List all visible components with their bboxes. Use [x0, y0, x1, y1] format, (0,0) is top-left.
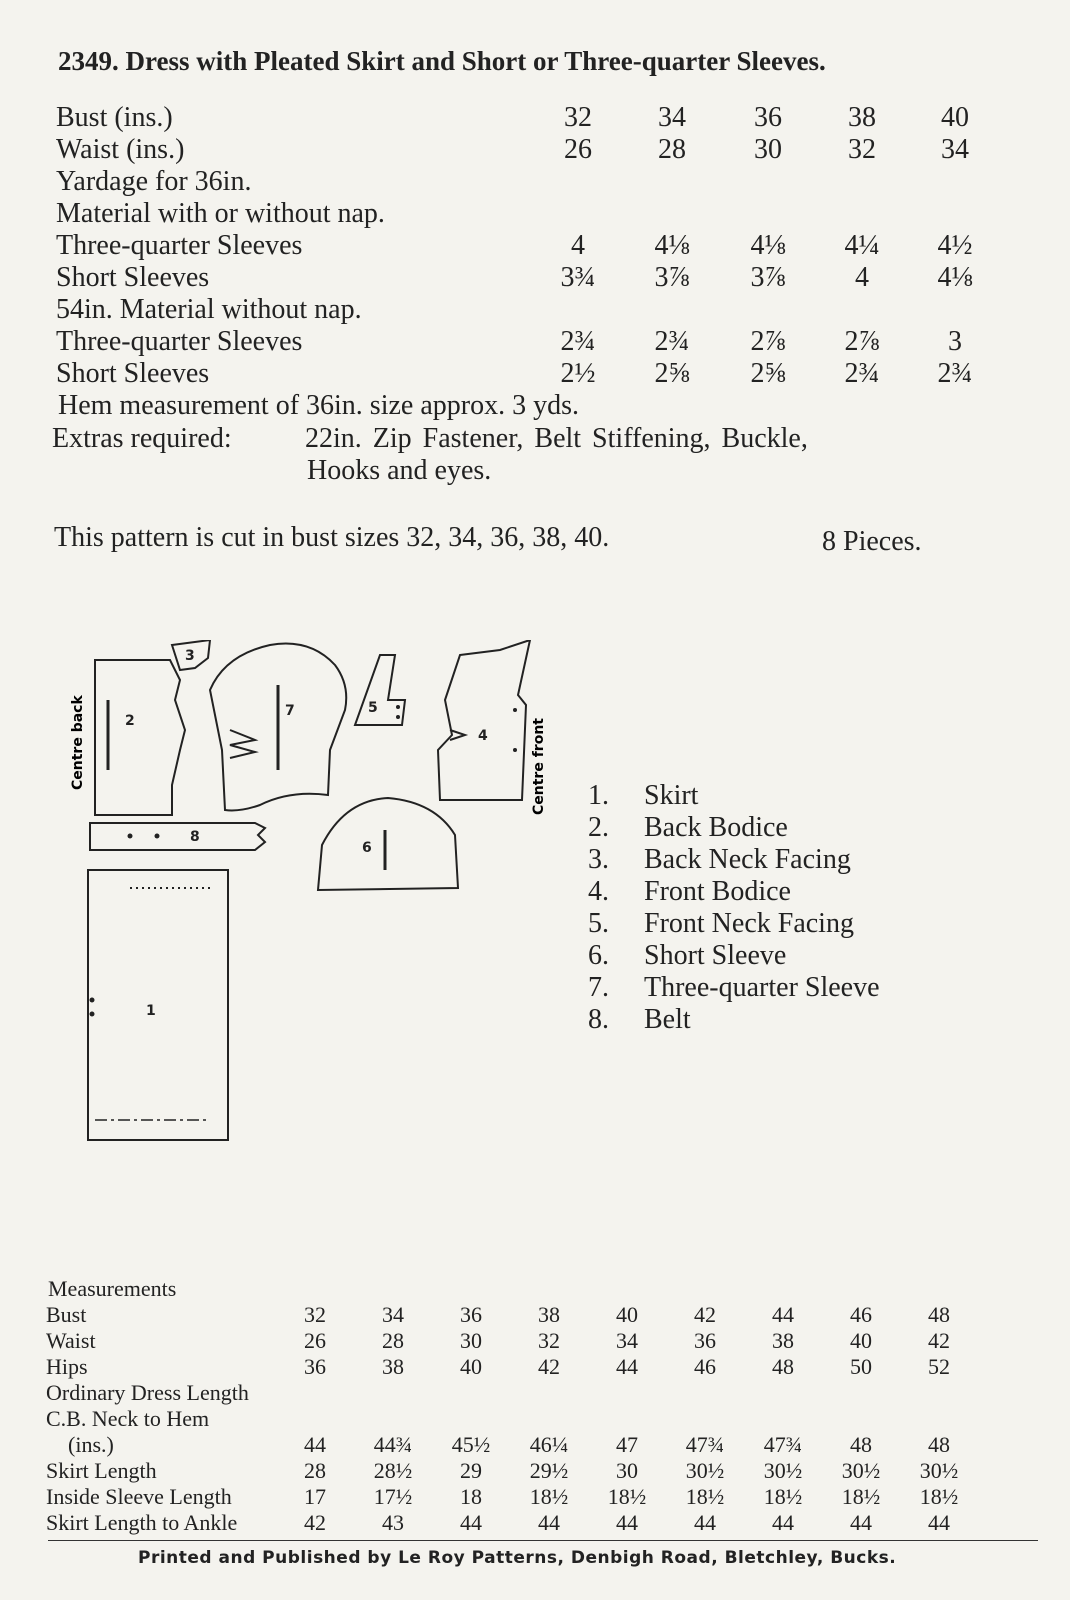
yardage-row-label: 54in. Material without nap. [56, 294, 362, 325]
measurement-cell: 44 [850, 1510, 872, 1535]
yardage-cell: 32 [848, 134, 876, 165]
measurement-cell: 48 [928, 1302, 950, 1327]
legend-item [588, 908, 854, 940]
piece-3-number: 3 [185, 648, 195, 664]
yardage-cell: 30 [754, 134, 782, 165]
legend-piece-name: Three-quarter Sleeve [644, 972, 880, 1003]
measurement-cell: 44 [772, 1510, 794, 1535]
yardage-cell: 36 [754, 102, 782, 133]
measurement-cell: 34 [382, 1302, 404, 1327]
yardage-row-label: Yardage for 36in. [56, 166, 252, 197]
measurement-cell: 38 [382, 1354, 404, 1379]
measurement-cell: 47¾ [685, 1432, 725, 1457]
measurement-cell: 30½ [919, 1458, 959, 1483]
legend-number: 2. [588, 812, 609, 843]
measurement-row-label: Waist [46, 1328, 96, 1353]
piece-6-number: 6 [362, 840, 372, 856]
measurement-cell: 44 [538, 1510, 560, 1535]
piece-8-number: 8 [190, 829, 200, 845]
measurement-row-label: (ins.) [68, 1432, 114, 1457]
measurement-row-label: Inside Sleeve Length [46, 1484, 232, 1509]
measurement-cell: 36 [694, 1328, 716, 1353]
measurement-cell: 42 [538, 1354, 560, 1379]
measurement-cell: 18 [460, 1484, 482, 1509]
legend-piece-name: Front Bodice [644, 876, 791, 907]
measurement-cell: 36 [304, 1354, 326, 1379]
measurement-cell: 36 [460, 1302, 482, 1327]
measurement-cell: 40 [460, 1354, 482, 1379]
measurement-cell: 44 [616, 1510, 638, 1535]
measurement-cell: 18½ [763, 1484, 803, 1509]
centre-back-label: Centre back [70, 695, 86, 790]
measurement-row-label: C.B. Neck to Hem [46, 1406, 210, 1431]
measurement-row-label: Hips [46, 1354, 88, 1379]
measurement-cell: 38 [538, 1302, 560, 1327]
measurement-cell: 17½ [373, 1484, 413, 1509]
piece-2-number: 2 [125, 713, 135, 729]
yardage-row-label: Material with or without nap. [56, 198, 385, 229]
measurement-cell: 38 [772, 1328, 794, 1353]
legend-number: 4. [588, 876, 609, 907]
legend-item [588, 844, 851, 876]
measurement-row-label: Ordinary Dress Length [46, 1380, 249, 1405]
extras-line-2: Hooks and eyes. [307, 455, 492, 486]
measurement-cell: 28 [382, 1328, 404, 1353]
legend-number: 8. [588, 1004, 609, 1035]
yardage-cell: 3¾ [560, 262, 596, 293]
extras-label: Extras required: [52, 423, 232, 454]
legend-piece-name: Skirt [644, 780, 699, 811]
measurement-cell: 34 [616, 1328, 638, 1353]
yardage-cell: 3⅞ [654, 262, 690, 293]
measurement-row-label: Skirt Length to Ankle [46, 1510, 238, 1535]
measurement-row-label: Skirt Length [46, 1458, 157, 1483]
pieces-count: 8 Pieces. [822, 526, 922, 557]
piece-1-outline [88, 870, 228, 1140]
measurement-cell: 17 [304, 1484, 326, 1509]
measurement-cell: 18½ [841, 1484, 881, 1509]
yardage-cell: 2⅝ [654, 358, 690, 389]
yardage-row-label: Bust (ins.) [56, 102, 173, 133]
measurement-cell: 26 [304, 1328, 326, 1353]
piece-4-number: 4 [478, 728, 488, 744]
measurement-cell: 50 [850, 1354, 872, 1379]
yardage-cell: 3⅞ [750, 262, 786, 293]
measurement-cell: 46 [850, 1302, 872, 1327]
yardage-cell: 2⅞ [844, 326, 880, 357]
measurement-cell: 48 [928, 1432, 950, 1457]
measurement-cell: 29½ [529, 1458, 569, 1483]
yardage-cell: 2¾ [844, 358, 880, 389]
legend-number: 1. [588, 780, 609, 811]
measurement-cell: 48 [772, 1354, 794, 1379]
measurement-cell: 44 [772, 1302, 794, 1327]
measurement-cell: 30½ [685, 1458, 725, 1483]
yardage-cell: 2¾ [560, 326, 596, 357]
measurement-cell: 47 [616, 1432, 638, 1457]
measurement-cell: 44 [460, 1510, 482, 1535]
measurement-cell: 28 [304, 1458, 326, 1483]
measurement-cell: 44 [694, 1510, 716, 1535]
legend-item [588, 940, 786, 972]
measurement-cell: 30 [616, 1458, 638, 1483]
measurement-cell: 32 [538, 1328, 560, 1353]
measurement-cell: 45½ [451, 1432, 491, 1457]
measurement-cell: 40 [850, 1328, 872, 1353]
yardage-row-label: Waist (ins.) [56, 134, 185, 165]
legend-piece-name: Belt [644, 1004, 691, 1035]
measurement-cell: 46¼ [529, 1432, 569, 1457]
yardage-cell: 4 [855, 262, 869, 293]
pattern-title: 2349. Dress with Pleated Skirt and Short or Three-quarter Sleeves. [58, 46, 826, 76]
yardage-cell: 2½ [560, 358, 596, 389]
piece-5-number: 5 [368, 700, 378, 716]
legend-number: 3. [588, 844, 609, 875]
yardage-row-label: Three-quarter Sleeves [56, 326, 303, 357]
yardage-row-label: Three-quarter Sleeves [56, 230, 303, 261]
yardage-cell: 4⅛ [654, 230, 690, 261]
piece-6-outline [318, 798, 458, 890]
measurements-heading: Measurements [48, 1276, 177, 1301]
yardage-row-label: Short Sleeves [56, 358, 210, 389]
yardage-cell: 4 [571, 230, 585, 261]
measurement-cell: 18½ [685, 1484, 725, 1509]
measurement-cell: 47¾ [763, 1432, 803, 1457]
yardage-cell: 34 [658, 102, 686, 133]
measurement-cell: 48 [850, 1432, 872, 1457]
legend-item [588, 780, 698, 812]
yardage-cell: 4⅛ [937, 262, 973, 293]
measurement-cell: 44 [616, 1354, 638, 1379]
yardage-cell: 34 [941, 134, 969, 165]
measurement-cell: 43 [382, 1510, 404, 1535]
measurement-cell: 18½ [607, 1484, 647, 1509]
measurement-cell: 42 [928, 1328, 950, 1353]
legend-number: 6. [588, 940, 609, 971]
legend-piece-name: Front Neck Facing [644, 908, 854, 939]
measurement-row-label: Bust [46, 1302, 87, 1327]
yardage-cell: 32 [564, 102, 592, 133]
measurement-cell: 44 [304, 1432, 326, 1457]
measurement-cell: 44 [928, 1510, 950, 1535]
yardage-cell: 2⅝ [750, 358, 786, 389]
extras-line-1: 22in. Zip Fastener, Belt Stiffening, Buckle, [305, 423, 808, 454]
measurement-cell: 18½ [919, 1484, 959, 1509]
measurement-cell: 29 [460, 1458, 482, 1483]
legend-number: 5. [588, 908, 609, 939]
piece-7-number: 7 [285, 703, 295, 719]
measurement-cell: 18½ [529, 1484, 569, 1509]
measurement-cell: 40 [616, 1302, 638, 1327]
legend-piece-name: Short Sleeve [644, 940, 787, 971]
yardage-row-label: Short Sleeves [56, 262, 210, 293]
piece-1-number: 1 [146, 1003, 156, 1019]
measurement-cell: 28½ [373, 1458, 413, 1483]
yardage-cell: 4½ [937, 230, 973, 261]
measurement-cell: 42 [694, 1302, 716, 1327]
legend-item [588, 972, 880, 1004]
centre-front-label: Centre front [531, 718, 547, 815]
legend-number: 7. [588, 972, 609, 1003]
piece-5-outline [355, 655, 405, 725]
pattern-diagram [60, 640, 560, 1150]
legend-piece-name: Back Neck Facing [644, 844, 851, 875]
legend-item [588, 1004, 691, 1036]
yardage-cell: 38 [848, 102, 876, 133]
yardage-cell: 2⅞ [750, 326, 786, 357]
yardage-cell: 2¾ [937, 358, 973, 389]
yardage-cell: 28 [658, 134, 686, 165]
sizes-line: This pattern is cut in bust sizes 32, 34, 36, 38, 40. [54, 522, 610, 553]
measurement-cell: 30½ [763, 1458, 803, 1483]
legend-item [588, 876, 791, 908]
measurement-cell: 30½ [841, 1458, 881, 1483]
measurement-cell: 32 [304, 1302, 326, 1327]
yardage-cell: 4⅛ [750, 230, 786, 261]
yardage-cell: 4¼ [844, 230, 880, 261]
yardage-cell: 2¾ [654, 326, 690, 357]
yardage-cell: 26 [564, 134, 592, 165]
legend-piece-name: Back Bodice [644, 812, 788, 843]
hem-measurement: Hem measurement of 36in. size approx. 3 yds. [58, 390, 579, 421]
measurement-cell: 44¾ [373, 1432, 413, 1457]
footer-divider [48, 1540, 1038, 1541]
measurement-cell: 42 [304, 1510, 326, 1535]
piece-8-outline [90, 823, 265, 850]
measurement-cell: 46 [694, 1354, 716, 1379]
yardage-cell: 3 [948, 326, 962, 357]
measurement-cell: 30 [460, 1328, 482, 1353]
measurement-cell: 52 [928, 1354, 950, 1379]
legend-item [588, 812, 788, 844]
publisher-footer: Printed and Published by Le Roy Patterns, Denbigh Road, Bletchley, Bucks. [138, 1548, 897, 1568]
piece-4-outline [438, 640, 530, 800]
yardage-cell: 40 [941, 102, 969, 133]
